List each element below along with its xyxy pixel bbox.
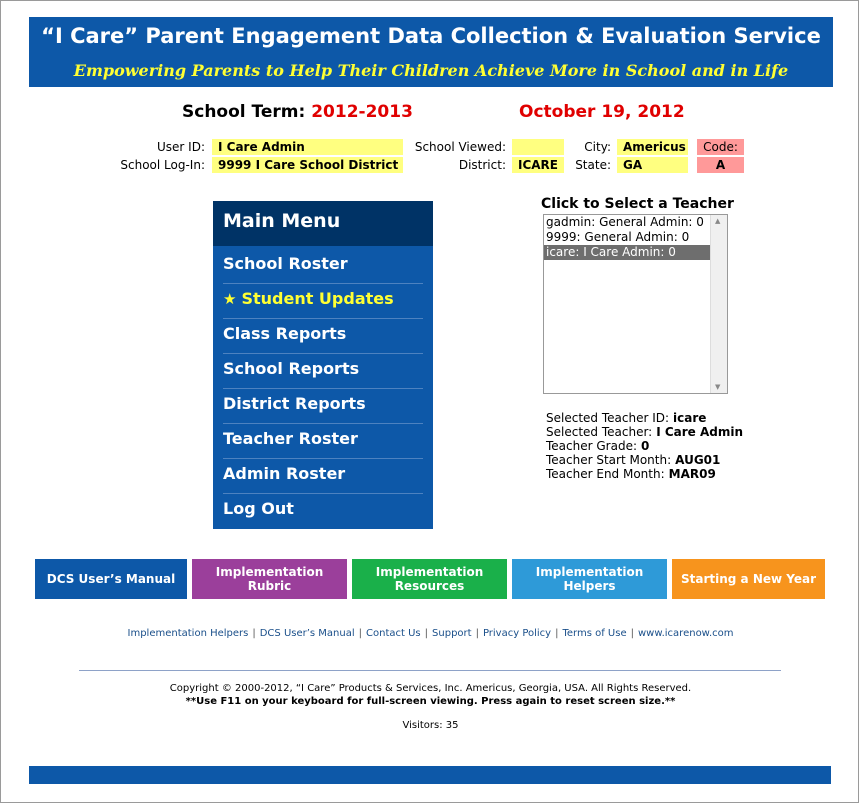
- listbox-scrollbar[interactable]: [710, 215, 727, 393]
- link-separator: |: [358, 628, 363, 639]
- menu-item-label: Admin Roster: [223, 464, 346, 483]
- district-label: District:: [458, 158, 506, 172]
- scroll-down-icon[interactable]: ▼: [715, 383, 721, 391]
- new-year-button[interactable]: [672, 559, 825, 599]
- footer-links: [1, 628, 859, 639]
- teacher-listbox[interactable]: [543, 214, 728, 394]
- footer-link-support[interactable]: Support: [432, 628, 472, 639]
- button-label: Implementation Helpers: [535, 565, 644, 593]
- school-viewed-label: School Viewed:: [414, 140, 506, 154]
- star-icon: ★: [223, 290, 237, 308]
- teacher-name-value: I Care Admin: [656, 425, 744, 439]
- copyright-text: Copyright © 2000-2012, “I Care” Products & Services, Inc. Americus, Georgia, USA. All Rights Reserved.: [169, 683, 692, 694]
- footer-link-privacy[interactable]: Privacy Policy: [482, 628, 552, 639]
- menu-item-label: District Reports: [223, 394, 366, 413]
- teacher-id-row: [546, 411, 706, 425]
- implementation-resources-button[interactable]: [352, 559, 507, 599]
- visitor-counter: Visitors: 35: [402, 720, 459, 731]
- footer-link-manual[interactable]: DCS User’s Manual: [259, 628, 355, 639]
- menu-item-school-reports[interactable]: [223, 354, 423, 389]
- menu-item-label: School Roster: [223, 254, 348, 273]
- footer-bar: [29, 766, 831, 784]
- current-date: October 19, 2012: [519, 102, 685, 122]
- fullscreen-note: **Use F11 on your keyboard for full-screen viewing. Press again to reset screen size.**: [185, 696, 676, 707]
- menu-item-teacher-roster[interactable]: [223, 424, 423, 459]
- menu-item-label: School Reports: [223, 359, 360, 378]
- menu-item-label: Log Out: [223, 499, 294, 518]
- state-label: State:: [575, 158, 611, 172]
- menu-item-label: Class Reports: [223, 324, 347, 343]
- teacher-start-value: AUG01: [675, 453, 721, 467]
- page-subtitle: Empowering Parents to Help Their Children Achieve More in School and in Life: [73, 61, 789, 80]
- teacher-id-value: icare: [673, 411, 707, 425]
- city-value: Americus: [617, 139, 688, 155]
- teacher-option[interactable]: 9999: General Admin: 0: [546, 230, 690, 244]
- school-viewed-value: [512, 139, 564, 155]
- teacher-name-row: [546, 425, 743, 439]
- menu-item-class-reports[interactable]: [223, 319, 423, 354]
- district-value: ICARE: [512, 157, 564, 173]
- user-id-value: I Care Admin: [212, 139, 403, 155]
- teacher-id-label: Selected Teacher ID:: [546, 411, 670, 425]
- implementation-rubric-button[interactable]: [192, 559, 347, 599]
- link-separator: |: [475, 628, 479, 639]
- button-label: Implementation Resources: [375, 565, 484, 593]
- page-title: “I Care” Parent Engagement Data Collection & Evaluation Service: [41, 24, 821, 48]
- teacher-option-selected[interactable]: icare: I Care Admin: 0: [544, 245, 710, 260]
- school-login-label: School Log-In:: [120, 158, 205, 172]
- main-menu: [213, 201, 433, 529]
- teacher-option[interactable]: gadmin: General Admin: 0: [546, 215, 704, 229]
- menu-item-school-roster[interactable]: [223, 249, 423, 284]
- button-label: Starting a New Year: [680, 572, 817, 586]
- teacher-grade-label: Teacher Grade:: [546, 439, 637, 453]
- link-separator: |: [555, 628, 559, 639]
- menu-item-admin-roster[interactable]: [223, 459, 423, 494]
- menu-item-label: Teacher Roster: [223, 429, 358, 448]
- menu-item-label: Student Updates: [241, 289, 394, 308]
- link-separator: |: [630, 628, 634, 639]
- button-label: Implementation Rubric: [215, 565, 324, 593]
- button-label: DCS User’s Manual: [46, 572, 176, 586]
- header-banner: [29, 17, 833, 87]
- school-term-label: School Term:: [182, 102, 306, 122]
- school-term: [182, 102, 413, 122]
- menu-item-student-updates[interactable]: [223, 284, 423, 319]
- scroll-up-icon[interactable]: ▲: [715, 217, 721, 225]
- main-menu-title: Main Menu: [213, 201, 433, 246]
- teacher-end-row: [546, 467, 716, 481]
- teacher-end-value: MAR09: [668, 467, 716, 481]
- school-login-value: 9999 I Care School District: [212, 157, 403, 173]
- user-id-label: User ID:: [157, 140, 205, 154]
- menu-item-log-out[interactable]: [223, 494, 423, 528]
- code-value: A: [697, 157, 744, 173]
- menu-item-district-reports[interactable]: [223, 389, 423, 424]
- state-value: GA: [617, 157, 688, 173]
- teacher-select-label: Click to Select a Teacher: [541, 196, 734, 212]
- footer-link-website[interactable]: www.icarenow.com: [637, 628, 734, 639]
- footer-link-terms[interactable]: Terms of Use: [562, 628, 627, 639]
- school-term-value: 2012-2013: [311, 102, 413, 122]
- teacher-grade-row: [546, 439, 649, 453]
- teacher-start-label: Teacher Start Month:: [546, 453, 672, 467]
- footer-link-helpers[interactable]: Implementation Helpers: [127, 628, 249, 639]
- city-label: City:: [584, 140, 611, 154]
- teacher-name-label: Selected Teacher:: [546, 425, 653, 439]
- teacher-start-row: [546, 453, 720, 467]
- link-separator: |: [424, 628, 429, 639]
- implementation-helpers-button[interactable]: [512, 559, 667, 599]
- footer-link-contact[interactable]: Contact Us: [366, 628, 421, 639]
- code-label: Code:: [697, 139, 744, 155]
- teacher-grade-value: 0: [641, 439, 650, 453]
- dcs-manual-button[interactable]: [35, 559, 187, 599]
- footer-divider: [79, 670, 781, 671]
- teacher-end-label: Teacher End Month:: [546, 467, 665, 481]
- link-separator: |: [252, 628, 256, 639]
